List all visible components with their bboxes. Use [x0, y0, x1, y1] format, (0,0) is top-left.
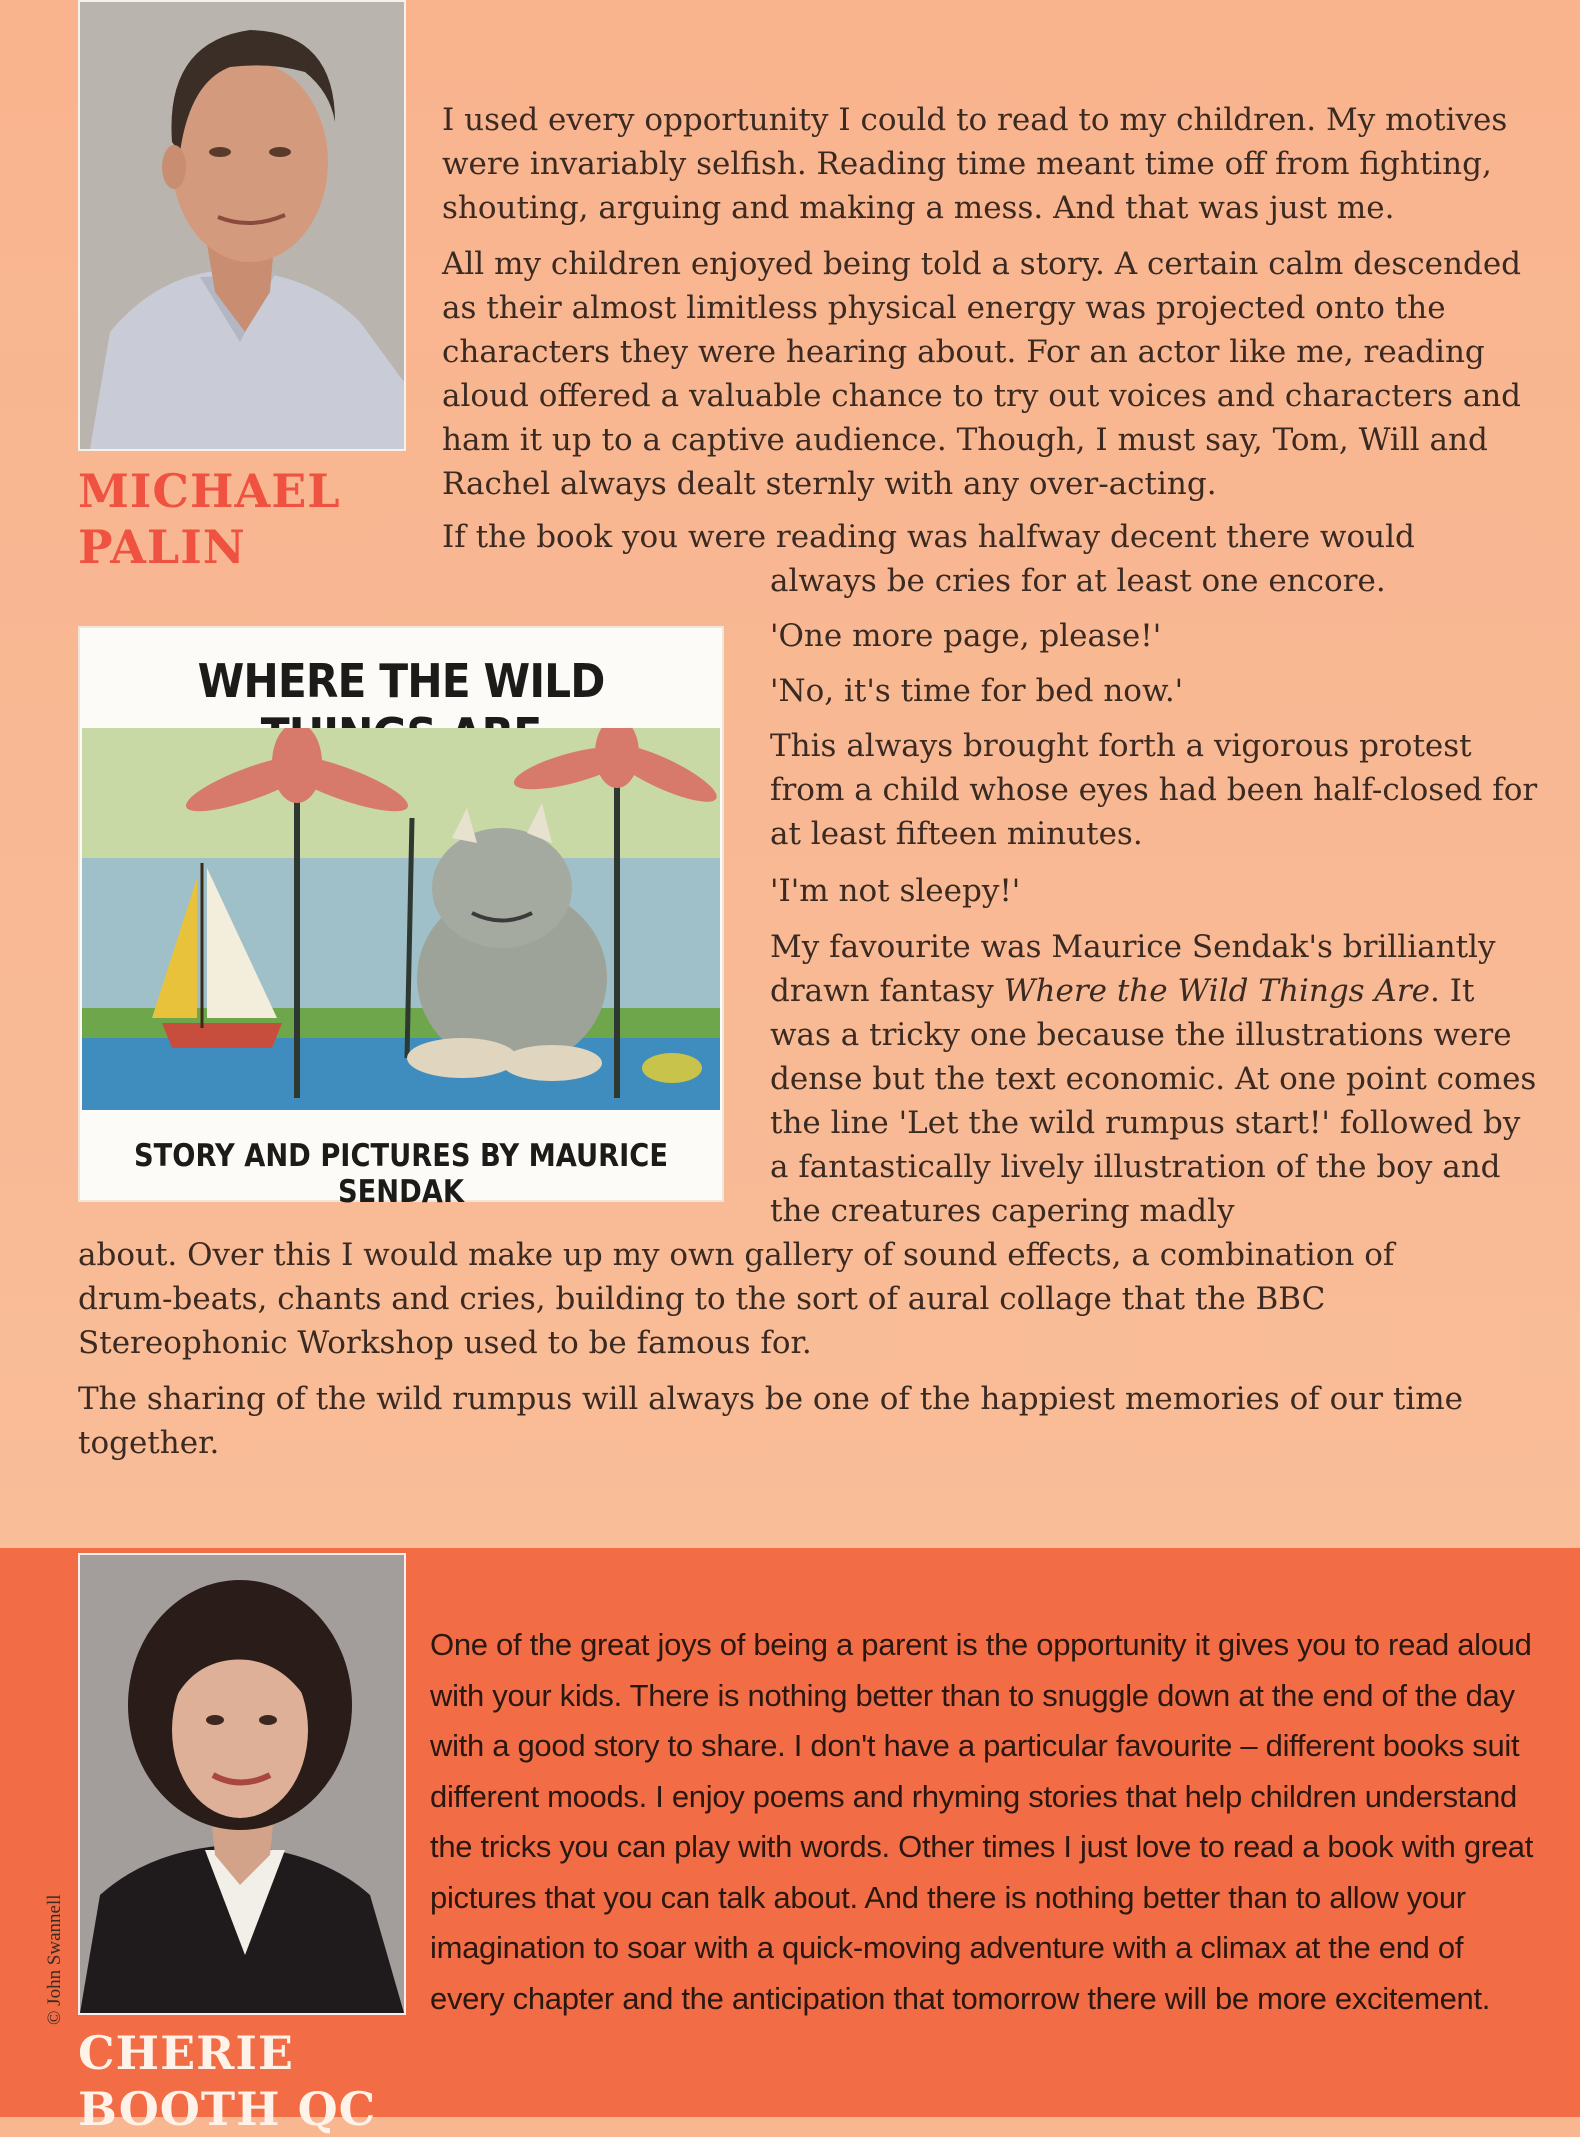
palin-paragraph-1: I used every opportunity I could to read to my children. My motives were invariably selfish. Reading time meant time off from fighting, shouting, arguing and making a mess. And that was just me. — [442, 102, 1508, 226]
palin-paragraph-6: This always brought forth a vigorous protest from a child whose eyes had been half-closed for at least fifteen minutes. — [770, 728, 1538, 852]
palin-paragraph-7: 'I'm not sleepy!' — [770, 873, 1021, 909]
palin-paragraph-3-end: always be cries for at least one encore. — [770, 563, 1386, 599]
booth-portrait-photo — [78, 1553, 406, 2015]
booth-name-line1: CHERIE — [78, 2026, 294, 2080]
palin-portrait-photo — [78, 0, 406, 451]
palin-name-line2: PALIN — [78, 520, 246, 574]
book-cover-title: WHERE THE WILD — [197, 654, 605, 708]
palin-paragraph-5: 'No, it's time for bed now.' — [770, 673, 1184, 709]
palin-paragraph-8-part-a: My favourite was Maurice Sendak's brilliantly drawn fantasy — [770, 929, 1496, 1009]
book-title-reference: Where the Wild Things Are — [1003, 973, 1430, 1009]
photo-credit: © John Swannell — [44, 1894, 65, 2025]
booth-name-heading — [78, 2025, 376, 2137]
palin-paragraph-8 — [770, 925, 1540, 1233]
palin-paragraph-8-part-b: . It was a tricky one because the illustrations were dense but the text economic. At one point comes the line 'Let the wild rumpus start!' followed by a fantastically lively illustration of the boy and the creatures capering madly — [770, 973, 1537, 1229]
book-cover-illustration — [82, 728, 720, 1110]
palin-name-line1: MICHAEL — [78, 464, 341, 518]
portrait-illustration — [80, 1555, 404, 2013]
booth-name-line2: BOOTH QC — [78, 2082, 377, 2136]
palin-name-heading — [78, 463, 341, 575]
palin-paragraph-9: The sharing of the wild rumpus will always be one of the happiest memories of our time together. — [78, 1381, 1463, 1461]
palin-paragraph-8-continued: about. Over this I would make up my own gallery of sound effects, a combination of drum-beats, chants and cries, building to the sort of aural collage that the BBC Stereophonic Workshop used to be famous for. — [78, 1237, 1395, 1361]
palin-paragraph-3-start: If the book you were reading was halfway decent there would — [442, 519, 1415, 555]
book-cover — [78, 626, 724, 1210]
booth-paragraph: One of the great joys of being a parent is the opportunity it gives you to read aloud with your kids. There is nothing better than to snuggle down at the end of the day with a good story to share. I don't have a particular favourite – different books suit different moods. I enjoy poems and rhyming stories that help children understand the tricks you can play with words. Other times I just love to read a book with great pictures that you can talk about. And there is nothing better than to allow your imagination to soar with a quick-moving adventure with a climax at the end of every chapter and the anticipation that tomorrow there will be more excitement. — [430, 1627, 1534, 2016]
palin-paragraph-2: All my children enjoyed being told a story. A certain calm descended as their almost limitless physical energy was projected onto the characters they were hearing about. For an actor like me, reading aloud offered a valuable chance to try out voices and characters and ham it up to a captive audience. Though, I must say, Tom, Will and Rachel always dealt sternly with any over-acting. — [442, 246, 1522, 502]
book-cover-byline: STORY AND PICTURES BY MAURICE SENDAK — [134, 1138, 668, 1210]
palin-paragraph-4: 'One more page, please!' — [770, 618, 1162, 654]
wild-things-artwork — [82, 728, 720, 1110]
portrait-illustration — [80, 2, 404, 449]
